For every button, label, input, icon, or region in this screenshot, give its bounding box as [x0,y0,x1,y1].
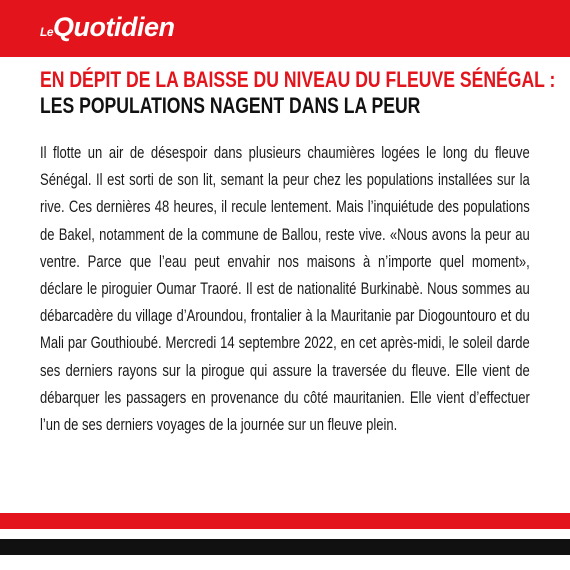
headline-red-line: EN DÉPIT DE LA BAISSE DU NIVEAU DU FLEUVE SÉNÉGAL : [40,67,556,92]
publication-logo [40,14,175,41]
footer-red-bar [0,513,570,529]
masthead-banner [0,0,570,57]
logo-prefix: Le [40,25,54,39]
headline-black-line: LES POPULATIONS NAGENT DANS LA PEUR [40,93,421,118]
footer-black-bar [0,539,570,555]
logo-name: Quotidien [53,12,175,42]
article-body: Il flotte un air de désespoir dans plusieurs chaumières logées le long du fleuve Sénégal. Il est sorti de son lit, semant la peur chez les populations installées sur la rive. Ces dernières 48 heures, il recule lentement. Mais l’inquiétude des populations de Bakel, notamment de la commune de Ballou, reste vive. «Nous avons la peur au ventre. Parce que l’eau peut envahir nos maisons à n’importe quel moment», déclare le piroguier Oumar Traoré. Il est de nationalité Burkinabè. Nous sommes au débarcadère du village d’Aroundou, frontalier à la Mauritanie par Diogountouro et du Mali par Gouthioubé. Mercredi 14 septembre 2022, en cet après-midi, le soleil darde ses derniers rayons sur la pirogue qui assure la traversée du fleuve. Elle vient de débarquer les passagers en provenance du côté mauritanien. Elle vient d’effectuer l’un de ses derniers voyages de la journée sur un fleuve plein. [40,144,530,435]
article-headline [40,67,556,119]
